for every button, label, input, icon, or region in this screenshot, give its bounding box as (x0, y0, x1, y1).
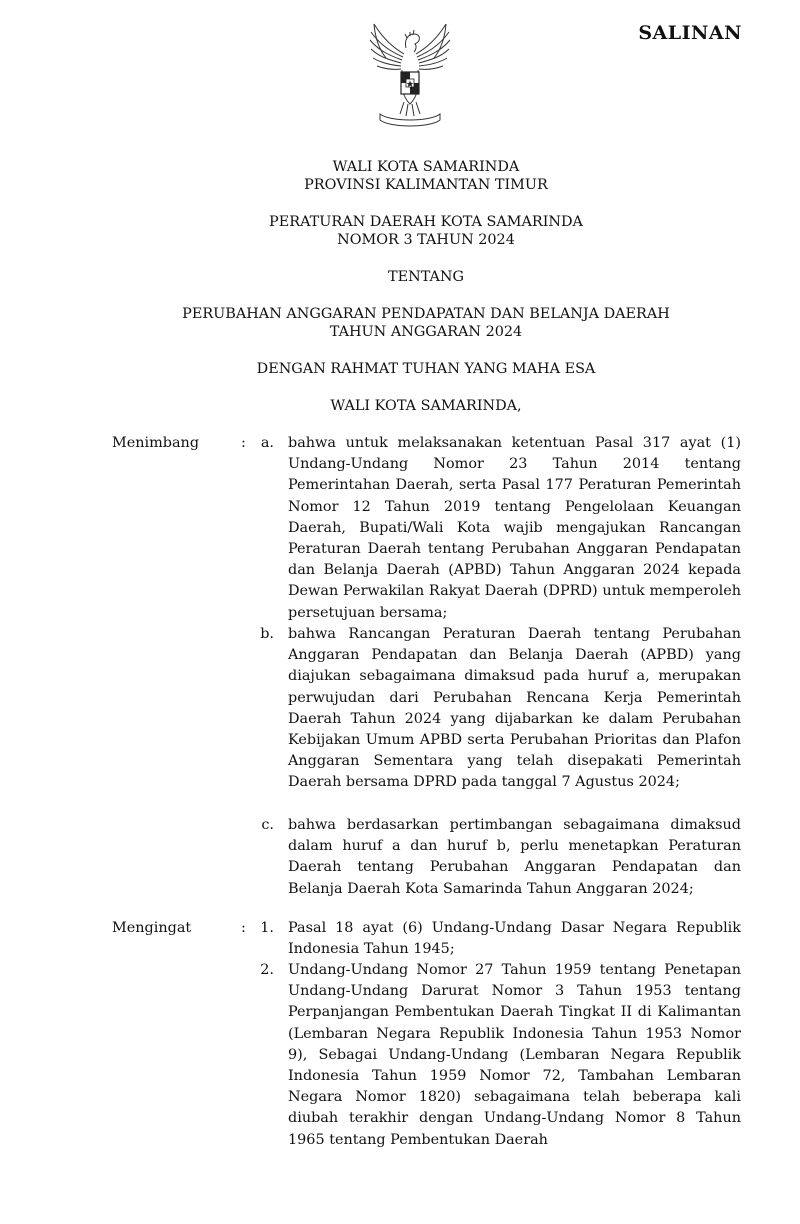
mengingat-item-1-mark: 1. (260, 920, 274, 936)
mengingat-item-2-text: Undang-Undang Nomor 27 Tahun 1959 tentang Penetapan Undang-Undang Darurat Nomor 3 Tahun 1953 tentang Perpanjangan Pembentukan Daerah Tingkat II di Kalimantan (Lembaran Negara Republik Indonesia Tahun 1953 Nomor 9), Sebagai Undang-Undang (Lembaran Negara Republik Indonesia Tahun 1959 Nomor 72, Tambahan Lembaran Negara Nomor 1820) sebagaimana telah beberapa kali diubah terakhir dengan Undang-Undang Nomor 8 Tahun 1965 tentang Pembentukan Daerah (288, 962, 741, 1148)
menimbang-label: Menimbang (112, 435, 200, 451)
menimbang-item-c-text: bahwa berdasarkan pertimbangan sebagaimana dimaksud dalam huruf a dan huruf b, perlu menetapkan Peraturan Daerah tentang Perubahan Anggaran Pendapatan dan Belanja Daerah Kota Samarinda Tahun Anggaran 2024; (288, 817, 741, 897)
menimbang-item-b-text: bahwa Rancangan Peraturan Daerah tentang Perubahan Anggaran Pendapatan dan Belanja Daerah (APBD) yang diajukan sebagaimana dimaksud pada huruf a, merupakan perwujudan dari Perubahan Rencana Kerja Pemerintah Daerah Tahun 2024 yang dijabarkan ke dalam Perubahan Kebijakan Umum APBD serta Perubahan Prioritas dan Plafon Anggaran Sementara yang telah disepakati Pemerintah Daerah bersama DPRD pada tanggal 7 Agustus 2024; (288, 626, 741, 791)
garuda-emblem-icon (366, 18, 454, 130)
heading-rahmat: DENGAN RAHMAT TUHAN YANG MAHA ESA (256, 361, 596, 377)
heading-nomor: NOMOR 3 TAHUN 2024 (337, 232, 515, 248)
heading-subject-line2: TAHUN ANGGARAN 2024 (329, 324, 523, 340)
menimbang-colon: : (241, 435, 246, 451)
mengingat-item-1-text: Pasal 18 ayat (6) Undang-Undang Dasar Negara Republik Indonesia Tahun 1945; (288, 920, 741, 958)
mengingat-label: Mengingat (112, 920, 192, 936)
menimbang-item-a-text: bahwa untuk melaksanakan ketentuan Pasal 317 ayat (1) Undang-Undang Nomor 23 Tahun 2014 tentang Pemerintahan Daerah, serta Pasal 177 Peraturan Pemerintah Nomor 12 Tahun 2019 tentang Pengelolaan Keuangan Daerah, Bupati/Wali Kota wajib mengajukan Rancangan Peraturan Daerah tentang Perubahan Anggaran Pendapatan dan Belanja Daerah (APBD) Tahun Anggaran 2024 kepada Dewan Perwakilan Rakyat Daerah (DPRD) untuk memperoleh persetujuan bersama; (288, 435, 741, 621)
heading-wali-kota-closing: WALI KOTA SAMARINDA, (330, 398, 522, 414)
mengingat-item-2-mark: 2. (260, 962, 274, 978)
menimbang-item-a-mark: a. (260, 435, 274, 451)
heading-peraturan: PERATURAN DAERAH KOTA SAMARINDA (269, 214, 583, 230)
heading-subject-line1: PERUBAHAN ANGGARAN PENDAPATAN DAN BELANJA DAERAH (182, 306, 670, 322)
heading-provinsi: PROVINSI KALIMANTAN TIMUR (304, 177, 548, 193)
menimbang-item-c-mark: c. (261, 817, 274, 833)
menimbang-item-b-mark: b. (260, 626, 274, 642)
salinan-stamp: SALINAN (638, 22, 742, 44)
mengingat-colon: : (241, 920, 246, 936)
heading-wali-kota: WALI KOTA SAMARINDA (332, 159, 520, 175)
heading-tentang: TENTANG (388, 269, 464, 285)
